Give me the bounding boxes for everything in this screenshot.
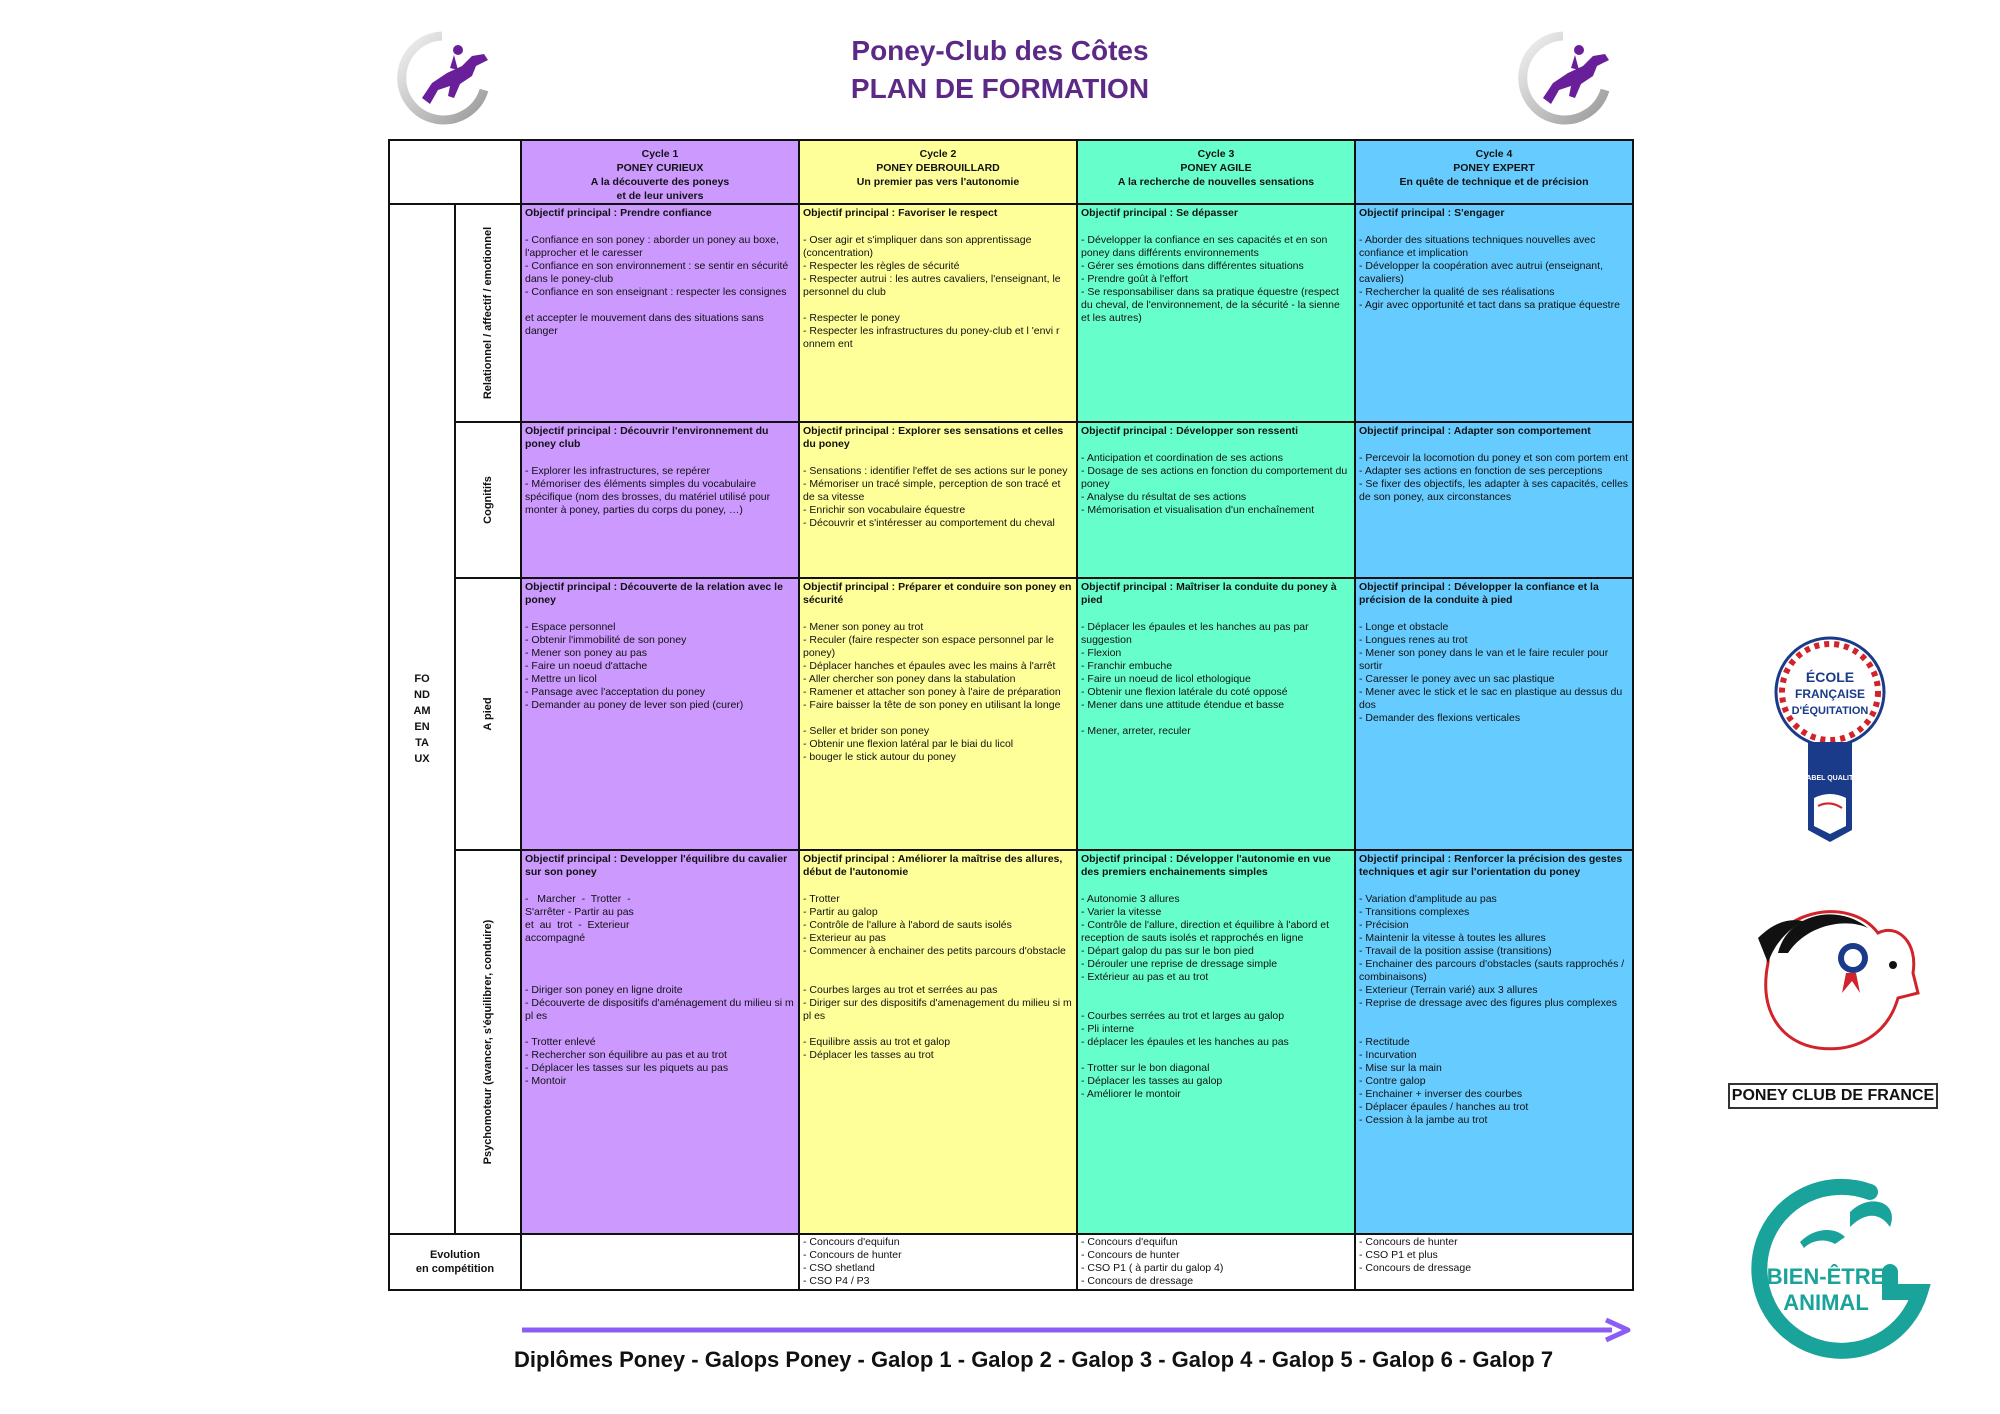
- competition-row: [389, 1234, 1633, 1290]
- efe-line3: D'ÉQUITATION: [1791, 705, 1869, 717]
- table-row: [389, 204, 1633, 422]
- table-row: [389, 422, 1633, 578]
- competition-cell: - Concours de hunter - CSO P1 et plus - Concours de dressage: [1355, 1234, 1633, 1290]
- galops-progression: Diplômes Poney - Galops Poney - Galop 1 - Galop 2 - Galop 3 - Galop 4 - Galop 5 - Galop 6 - Galop 7: [514, 1347, 1554, 1372]
- progression-arrow: [522, 1317, 1632, 1343]
- cycle-header-row: [389, 140, 1633, 204]
- group-label-cell: [389, 204, 455, 1234]
- objective-cell: Objectif principal : Développer son ressenti - Anticipation et coordination de ses actions - Dosage de ses actions en fonction du comportement du poney - Analyse du résultat de ses actions - Mémorisation et visualisation d'un enchaînement: [1077, 422, 1355, 578]
- objective-cell: Objectif principal : Prendre confiance - Confiance en son poney : aborder un poney au boxe, l'approcher et le caresser - Confiance en son environnement : se sentir en sécurité dans le poney-club - Confiance en son enseignant : respecter les consignes et accepter le mouvement dans des situations sans danger: [521, 204, 799, 422]
- row-label: Psychomoteur (avancer, s'équilibrer, conduire): [482, 919, 494, 1165]
- cycle-header-3: Cycle 3 PONEY AGILE A la recherche de nouvelles sensations: [1077, 140, 1355, 204]
- row-label: Cognitifs: [482, 476, 494, 524]
- competition-cell: - Concours d'equifun - Concours de hunter - CSO shetland - CSO P4 / P3: [799, 1234, 1077, 1290]
- plan-title: PLAN DE FORMATION: [850, 73, 1150, 104]
- cycle-header-1: Cycle 1 PONEY CURIEUX A la découverte des poneys et de leur univers: [521, 140, 799, 204]
- bea-line2: ANIMAL: [1783, 1290, 1869, 1315]
- group-label: FONDAMENTAUX: [413, 673, 431, 765]
- row-label: Relationnel / affectif / emotionnel: [482, 226, 494, 400]
- bea-line1: BIEN-ÊTRE: [1766, 1264, 1886, 1289]
- objective-cell: Objectif principal : Développer la confiance et la précision de la conduite à pied - Longe et obstacle - Longues renes au trot - Mener son poney dans le van et le faire reculer pour sortir - Caresser le poney avec un sac plastique - Mener avec le stick et le sac en plastique au dessus du dos - Demander des flexions verticales: [1355, 578, 1633, 850]
- poney-club-de-france-badge: [1728, 893, 1940, 1113]
- cycle-header-4: Cycle 4 PONEY EXPERT En quête de technique et de précision: [1355, 140, 1633, 204]
- horse-jumper-icon: [1513, 28, 1623, 128]
- club-logo-left: [392, 28, 502, 128]
- efe-label-badge: [1772, 630, 1888, 850]
- competition-cell: [521, 1234, 799, 1290]
- efe-line2: FRANÇAISE: [1794, 687, 1866, 701]
- objective-cell: Objectif principal : Se dépasser - Développer la confiance en ses capacités et en son poney dans différents environnements - Gérer ses émotions dans différentes situations - Prendre goût à l'effort - Se responsabiliser dans sa pratique équestre (respect du cheval, de l'environnement, de la sécurité - la sienne et les autres): [1077, 204, 1355, 422]
- table-row: [389, 578, 1633, 850]
- bien-etre-animal-icon: [1740, 1172, 1936, 1360]
- objective-cell: Objectif principal : S'engager - Aborder des situations techniques nouvelles avec confiance et implication - Développer la coopération avec autrui (enseignant, cavaliers) - Rechercher la qualité de ses réalisations - Agir avec opportunité et tact dans sa pratique équestre: [1355, 204, 1633, 422]
- row-label-cell: [455, 850, 521, 1234]
- corner-cell: [389, 140, 521, 204]
- objective-cell: Objectif principal : Découvrir l'environnement du poney club - Explorer les infrastructures, se repérer - Mémoriser des éléments simples du vocabulaire spécifique (nom des brosses, du matériel utilisé pour monter à poney, parties du corps du poney, …): [521, 422, 799, 578]
- table-row: [389, 850, 1633, 1234]
- objective-cell: Objectif principal : Favoriser le respect - Oser agir et s'impliquer dans son apprentissage (concentration) - Respecter les règles de sécurité - Respecter autrui : les autres cavaliers, l'enseignant, le personnel du club - Respecter le poney - Respecter les infrastructures du poney-club et l 'envi r onnem ent: [799, 204, 1077, 422]
- pony-head-icon: [1728, 893, 1940, 1078]
- bien-etre-animal-badge: [1740, 1172, 1936, 1360]
- row-label-cell: [455, 578, 521, 850]
- competition-cell: - Concours d'equifun - Concours de hunter - CSO P1 ( à partir du galop 4) - Concours de dressage: [1077, 1234, 1355, 1290]
- horse-jumper-icon: [392, 28, 502, 128]
- objective-cell: Objectif principal : Renforcer la précision des gestes techniques et agir sur l'orientation du poney - Variation d'amplitude au pas - Transitions complexes - Précision - Maintenir la vitesse à toutes les allures - Travail de la position assise (transitions) - Enchainer des parcours d'obstacles (sauts rapprochés / combinaisons) - Exterieur (Terrain varié) aux 3 allures - Reprise de dressage avec des figures plus complexes - Rectitude - Incurvation - Mise sur la main - Contre galop - Enchainer + inverser des courbes - Déplacer épaules / hanches au trot - Cession à la jambe au trot: [1355, 850, 1633, 1234]
- cycle-header-2: Cycle 2 PONEY DEBROUILLARD Un premier pas vers l'autonomie: [799, 140, 1077, 204]
- row-label-cell: [455, 422, 521, 578]
- row-label-cell: [455, 204, 521, 422]
- objective-cell: Objectif principal : Préparer et conduire son poney en sécurité - Mener son poney au trot - Reculer (faire respecter son espace personnel par le poney) - Déplacer hanches et épaules avec les mains à l'arrêt - Aller chercher son poney dans la stabulation - Ramener et attacher son poney à l'aire de préparation - Faire baisser la tête de son poney en utilisant la longe - Seller et brider son poney - Obtenir une flexion latéral par le biai du licol - bouger le stick autour du poney: [799, 578, 1077, 850]
- page-title-block: [700, 32, 1300, 108]
- efe-line1: ÉCOLE: [1805, 669, 1855, 685]
- club-name: Poney-Club des Côtes: [851, 35, 1149, 66]
- objective-cell: Objectif principal : Développer l'autonomie en vue des premiers enchainements simples - Autonomie 3 allures - Varier la vitesse - Contrôle de l'allure, direction et équilibre à l'abord et reception de sauts isolés et rapprochés en ligne - Départ galop du pas sur le bon pied - Dérouler une reprise de dressage simple - Extérieur au pas et au trot - Courbes serrées au trot et larges au galop - Pli interne - déplacer les épaules et les hanches au pas - Trotter sur le bon diagonal - Déplacer les tasses au galop - Améliorer le montoir: [1077, 850, 1355, 1234]
- pcf-label: PONEY CLUB DE FRANCE: [1728, 1083, 1938, 1109]
- efe-seal-icon: [1772, 630, 1888, 850]
- objective-cell: Objectif principal : Maîtriser la conduite du poney à pied - Déplacer les épaules et les hanches au pas par suggestion - Flexion - Franchir embuche - Faire un noeud de licol ethologique - Obtenir une flexion latérale du coté opposé - Mener dans une attitude étendue et basse - Mener, arreter, reculer: [1077, 578, 1355, 850]
- club-logo-right: [1513, 28, 1623, 128]
- efe-label: LABEL QUALITÉ: [1802, 775, 1858, 782]
- objective-cell: Objectif principal : Améliorer la maîtrise des allures, début de l'autonomie - Trotter - Partir au galop - Contrôle de l'allure à l'abord de sauts isolés - Exterieur au pas - Commencer à enchainer des petits parcours d'obstacle - Courbes larges au trot et serrées au pas - Diriger sur des dispositifs d'amenagement du milieu si m pl es - Equilibre assis au trot et galop - Déplacer les tasses au trot: [799, 850, 1077, 1234]
- competition-label: Evolution en compétition: [389, 1234, 521, 1290]
- objective-cell: Objectif principal : Explorer ses sensations et celles du poney - Sensations : identifier l'effet de ses actions sur le poney - Mémoriser un tracé simple, perception de son tracé et de sa vitesse - Enrichir son vocabulaire équestre - Découvrir et s'intéresser au comportement du cheval: [799, 422, 1077, 578]
- training-plan-table: [388, 139, 1634, 1291]
- row-label: A pied: [482, 697, 494, 731]
- objective-cell: Objectif principal : Adapter son comportement - Percevoir la locomotion du poney et son com portem ent - Adapter ses actions en fonction de ses perceptions - Se fixer des objectifs, les adapter à ses capacités, celles de son poney, aux circonstances: [1355, 422, 1633, 578]
- objective-cell: Objectif principal : Developper l'équilibre du cavalier sur son poney - Marcher - Trotter - S'arrêter - Partir au pas et au trot - Exterieur accompagné - Diriger son poney en ligne droite - Découverte de dispositifs d'aménagement du milieu si m pl es - Trotter enlevé - Rechercher son équilibre au pas et au trot - Déplacer les tasses sur les piquets au pas - Montoir: [521, 850, 799, 1234]
- objective-cell: Objectif principal : Découverte de la relation avec le poney - Espace personnel - Obtenir l'immobilité de son poney - Mener son poney au pas - Faire un noeud d'attache - Mettre un licol - Pansage avec l'acceptation du poney - Demander au poney de lever son pied (curer): [521, 578, 799, 850]
